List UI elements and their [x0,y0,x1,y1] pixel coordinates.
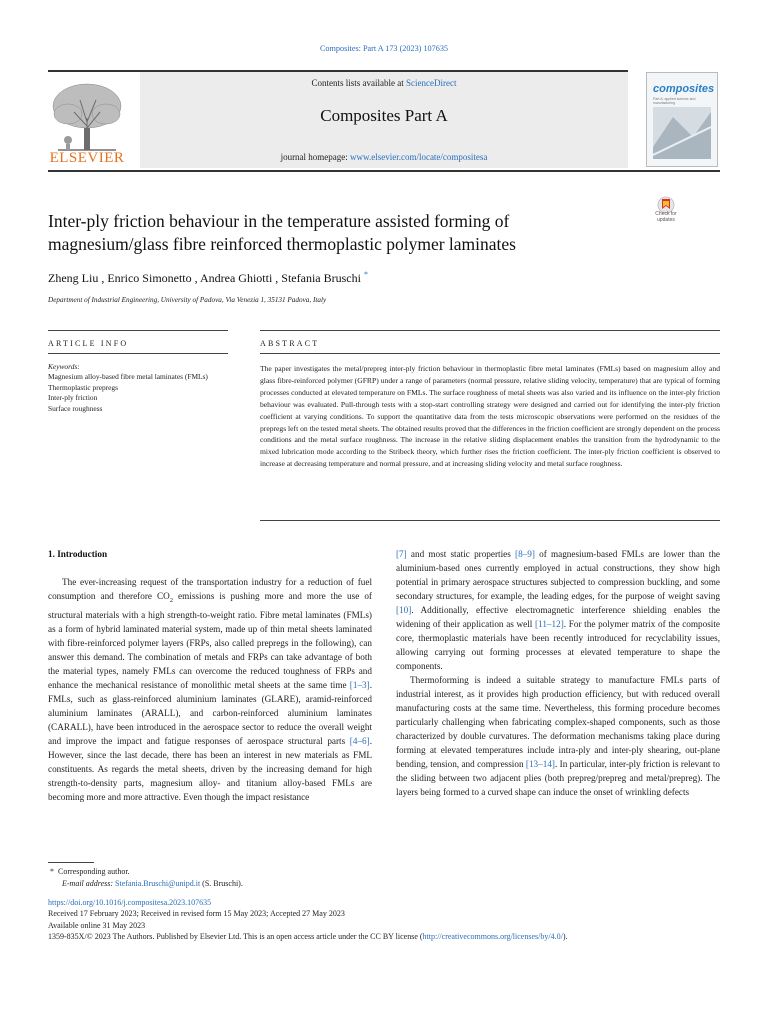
homepage-prefix: journal homepage: [280,152,351,162]
journal-reference[interactable]: Composites: Part A 173 (2023) 107635 [319,44,449,53]
abstract-mid-rule [260,353,720,354]
citation-link[interactable]: [1–3] [349,679,370,690]
author-list [48,270,368,286]
authors-text: Zheng Liu , Enrico Simonetto , Andrea Ghiotti , Stefania Bruschi [48,271,361,285]
abstract-top-rule [260,330,720,331]
keyword-item: Inter-ply friction [48,393,98,403]
contents-line [140,78,628,88]
citation-link[interactable]: [7] [396,549,407,559]
footnote-block [48,866,243,890]
corresponding-footnote: * Corresponding author. [50,867,130,876]
cover-title: composites [653,83,715,95]
abstract-bottom-rule [260,520,720,521]
contents-prefix: Contents lists available at [311,78,406,88]
check-for-updates-label[interactable]: Check for updates [655,211,677,223]
keyword-item: Thermoplastic prepregs [48,382,118,392]
keywords-label: Keywords: [48,362,80,371]
section-title-introduction: 1. Introduction [48,549,108,559]
citation-link[interactable]: [10] [396,605,412,615]
abstract-heading: ABSTRACT [260,339,320,348]
email-link[interactable]: Stefania.Bruschi@unipd.it [115,879,201,888]
affiliation: Department of Industrial Engineering, University of Padova, Via Venezia 1, 35131 Padova, Italy [48,296,327,304]
publisher-name: ELSEVIER [49,150,125,166]
footnote-rule [48,862,94,863]
abstract-text: The paper investigates the metal/prepreg inter-ply friction behaviour in thermoplastic fibre metal laminates (FMLs) based on magnesium alloy and glass fibre-reinforced polymer (GFRP) under a range of parameters (normal pressure, relative sliding velocity, temperature) that are typical of forming processes conducted at elevated temperature on FMLs. The surface roughness of metal sheets was also varied and its influence on the inter-ply friction behaviour was evaluated. Pull-through tests with a stop-start controlling strategy were designed and carried out for identifying the inter-ply friction coefficient at varying conditions. To support the quantitative data from the tests microscopic observations were performed on the residues of the prepregs left on the tested metal sheets. The obtained results proved that the differences in the friction coefficient are strongly dependent on the process conditions and the metal surface roughness. The increase in the relative sliding displacement enables the transition from the hydrodynamic to the mixed lubrication mode according to the Stribeck theory, which further rises the friction coefficient. The inter-ply friction coefficient is observed to increase at decreasing temperature and normal pressure, and at increasing sliding velocity and metal surface roughness. [260,364,720,469]
homepage-link[interactable]: www.elsevier.com/locate/compositesa [350,152,488,162]
header-rule-bottom [48,170,720,172]
citation-link[interactable]: [8–9] [515,549,535,559]
body-column-right [396,547,720,799]
cover-subtitle: Part A: applied science and manufacturing [653,97,696,105]
info-top-rule [48,330,228,331]
intro-paragraph-2: Thermoforming is indeed a suitable strategy to manufacture FMLs parts of industrial interest, as it provides high production efficiency, but with reduced overall manufacturing costs at the same time. Nevertheless, this forming procedure becomes particularly challenging when fabricating complex-shaped components, such as those characterized by double curvatures. The deformation mechanisms taking place during forming at elevated temperatures include intra-ply and inter-ply shearing, out-plane bending, tension, and compression [13–14]. In particular, inter-ply friction is relevant to the sliding between two adjacent plies (both prepreg/prepreg and metal/prepreg). The layers being formed to a curved shape can induce the onset of wrinkling defects [396,675,720,797]
homepage-line [140,152,628,162]
intro-paragraph-1-cont: [7] and most static properties [8–9] of magnesium-based FMLs are lower than the aluminium-based ones currently employed in actual constructions, they show high potential in primary aerospace structures subjected to compression buckling, and some secondary structures, for example, the leading edges, for the purpose of weight saving [10]. Additionally, effective electromagnetic interference shielding enables the widening of their application as well [11–12]. For the polymer matrix of the composite core, thermoplastic materials have been recently introduced for recyclability issues, allowing carrying out forming processes at elevated temperature to shape the components. [396,549,720,671]
journal-cover[interactable] [646,72,718,167]
citation-link[interactable]: [4–6] [349,735,370,746]
keyword-item: Magnesium alloy-based fibre metal laminates (FMLs) [48,372,208,382]
license-line: 1359-835X/© 2023 The Authors. Published by Elsevier Ltd. This is an open access article under the CC BY license (http://creativecommons.org/licenses/by/4.0/). [48,932,568,942]
email-footnote: E-mail address: Stefania.Bruschi@unipd.it (S. Bruschi). [62,879,243,888]
info-mid-rule [48,353,228,354]
body-column-left [48,575,372,804]
available-online: Available online 31 May 2023 [48,920,146,930]
doi-link[interactable]: https://doi.org/10.1016/j.compositesa.2023.107635 [48,898,212,907]
sciencedirect-link[interactable]: ScienceDirect [406,78,457,88]
keywords-block [48,362,228,414]
keyword-item: Surface roughness [48,403,103,413]
cover-image [653,107,711,159]
article-title: Inter-ply friction behaviour in the temperature assisted forming of magnesium/glass fibre reinforced thermoplastic polymer laminates [48,211,516,254]
intro-paragraph-1: The ever-increasing request of the transportation industry for a reduction of fuel consumption and therefore $CO_2$ emissions is pushing more and more the use of structural materials with a high strength-to-weight ratio. Fibre metal laminates (FMLs) as a form of hybrid laminated material system, made up of thin metal sheets laminated with fibre-reinforced polymer layers (FRPs, also called prepregs in the following), can answer this demand. The combination of metals and FRPs can take advantage of both the material types, namely FMLs can overcome the reduced toughness of FRPs and enhance the mechanical resistance of monolithic metal sheets at the same time [1–3]. FMLs, such as glass-reinforced aluminium laminates (GLARE), aramid-reinforced aluminium laminates (ARALL), and carbon-reinforced aluminium laminates (CARALL), have been introduced in the aerospace sector to reduce the overall weight and improve the impact and fatigue responses of aerospace structural parts [4–6]. However, since the last decade, there has been an interest in new materials as FML constituents. As regards the metal sheets, driven by the increasing demand for high strength-to-density parts, magnesium alloy- and titanium alloy-based FMLs are becoming more and more attractive. Even though the impact resistance [48,577,372,802]
article-info-heading: ARTICLE INFO [48,339,129,348]
citation-link[interactable]: [13–14] [525,759,555,769]
citation-link[interactable]: [11–12] [535,619,564,629]
license-link[interactable]: http://creativecommons.org/licenses/by/4.0/ [422,932,563,942]
journal-title: Composites Part A [320,106,448,125]
publication-info [48,897,728,943]
received-dates: Received 17 February 2023; Received in revised form 15 May 2023; Accepted 27 May 2023 [48,909,345,919]
corresponding-author-mark[interactable]: * [363,270,368,279]
